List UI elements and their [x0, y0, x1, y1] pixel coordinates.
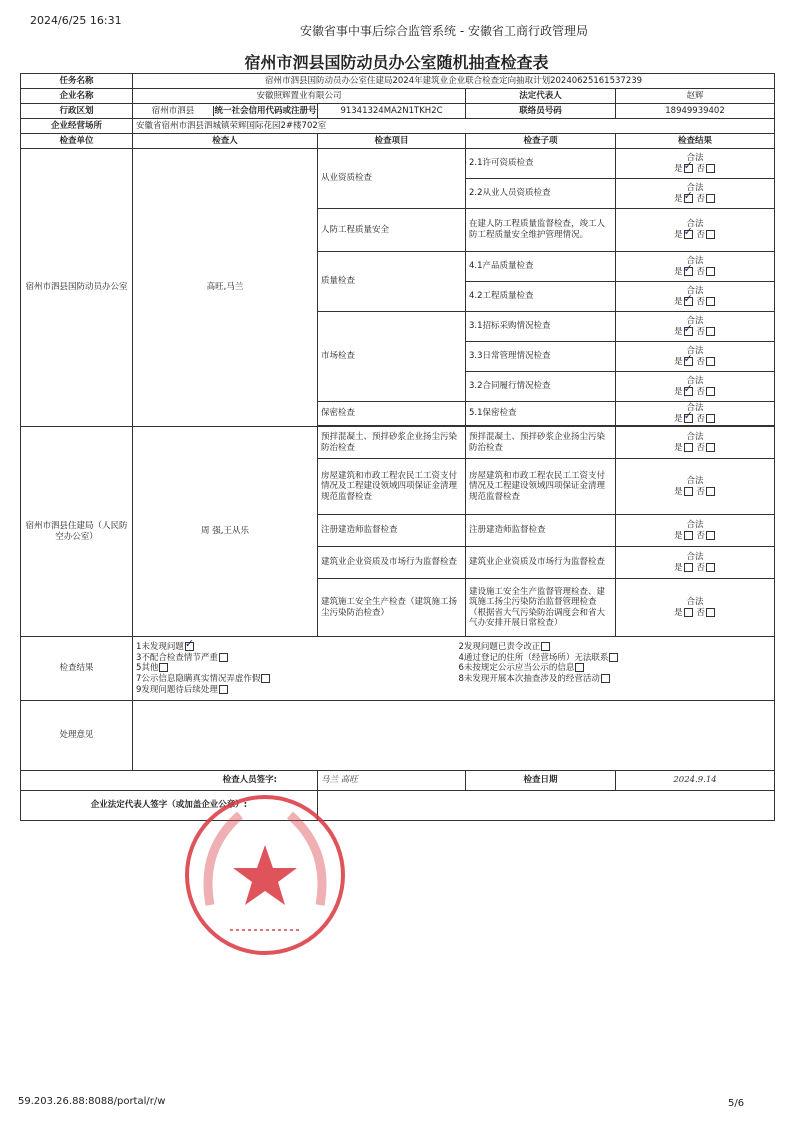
group1-subitem: 3.2合同履行情况检查 — [466, 372, 616, 402]
result-cell: 合法 是 否 — [616, 427, 775, 459]
task-value: 宿州市泗县国防动员办公室住建局2024年建筑业企业联合检查定向抽取计划20240625161537239 — [133, 74, 775, 89]
option-checkbox[interactable] — [541, 642, 550, 651]
group2-item: 注册建造师监督检查 — [318, 515, 466, 547]
yes-checkbox[interactable] — [684, 194, 693, 203]
no-checkbox[interactable] — [706, 387, 715, 396]
credit-code-value: 91341324MA2N1TKH2C — [318, 104, 466, 119]
option-checkbox[interactable] — [601, 674, 610, 683]
result-cell: 合法 是✓ 否 — [616, 312, 775, 342]
phone-value: 18949939402 — [616, 104, 775, 119]
result-cell: 合法 是✓ 否 — [616, 209, 775, 252]
result-cell: 合法 是 否 — [616, 579, 775, 637]
company-label: 企业名称 — [21, 89, 133, 104]
group2-item: 房屋建筑和市政工程农民工工资支付情况及工程建设领域四项保证金清理规范监督检查 — [318, 459, 466, 515]
result-cell: 合法 是 否 — [616, 547, 775, 579]
option-checkbox[interactable] — [261, 674, 270, 683]
option-checkbox[interactable] — [185, 642, 194, 651]
legal-rep-value: 赵辉 — [616, 89, 775, 104]
option-checkbox[interactable] — [219, 653, 228, 662]
col-inspector: 检查人 — [133, 134, 318, 149]
yes-checkbox[interactable] — [684, 414, 693, 423]
group2-subitem: 预拌混凝土、预拌砂浆企业扬尘污染防治检查 — [466, 427, 616, 459]
opinion-label: 处理意见 — [21, 701, 133, 771]
result-cell: 合法 是✓ 否 — [616, 402, 775, 426]
result-cell: 合法 是✓ 否 — [616, 179, 775, 209]
yes-checkbox[interactable] — [684, 563, 693, 572]
no-checkbox[interactable] — [706, 414, 715, 423]
group2-inspector: 周 强,王从乐 — [133, 427, 318, 637]
group2-subitem: 建设施工安全生产监督管理检查、建筑施工扬尘污染防治监督管理检查（根据省大气污染防治调度会和省大气办安排开展日常检查） — [466, 579, 616, 637]
result-cell: 合法 是✓ 否 — [616, 372, 775, 402]
group2-subitem: 房屋建筑和市政工程农民工工资支付情况及工程建设领域四项保证金清理规范监督检查 — [466, 459, 616, 515]
system-name: 安徽省事中事后综合监管系统 - 安徽省工商行政管理局 — [300, 24, 588, 38]
group2-unit: 宿州市泗县住建局（人民防空办公室） — [21, 427, 133, 637]
result-cell: 合法 是✓ 否 — [616, 149, 775, 179]
opinion-value[interactable] — [133, 701, 775, 771]
group2-item: 预拌混凝土、预拌砂浆企业扬尘污染防治检查 — [318, 427, 466, 459]
no-checkbox[interactable] — [706, 327, 715, 336]
group1-item: 人防工程质量安全 — [318, 209, 466, 252]
group1-unit: 宿州市泗县国防动员办公室 — [21, 149, 133, 427]
no-checkbox[interactable] — [706, 297, 715, 306]
group1-subitem: 4.2工程质量检查 — [466, 282, 616, 312]
page-title: 宿州市泗县国防动员办公室随机抽查检查表 — [244, 53, 549, 72]
no-checkbox[interactable] — [706, 194, 715, 203]
yes-checkbox[interactable] — [684, 230, 693, 239]
region-label: 行政区划 — [21, 104, 133, 119]
date-label: 检查日期 — [466, 771, 616, 791]
conclusion-label: 检查结果 — [21, 637, 133, 701]
date-value: 2024.9.14 — [616, 771, 775, 791]
yes-checkbox[interactable] — [684, 608, 693, 617]
yes-checkbox[interactable] — [684, 164, 693, 173]
result-cell: 合法 是 否 — [616, 515, 775, 547]
conclusion-option[interactable]: 5其他 — [136, 663, 449, 674]
legal-sign-label: 企业法定代表人签字（或加盖企业公章）: — [21, 791, 318, 821]
page-number: 5/6 — [728, 1098, 745, 1109]
option-checkbox[interactable] — [609, 653, 618, 662]
group1-subitem: 3.1招标采购情况检查 — [466, 312, 616, 342]
group1-inspector: 高旺,马兰 — [133, 149, 318, 427]
company-seal — [180, 790, 350, 960]
option-checkbox[interactable] — [219, 685, 228, 694]
group1-subitem: 4.1产品质量检查 — [466, 252, 616, 282]
conclusion-option[interactable]: 3不配合检查情节严重 — [136, 653, 449, 664]
yes-checkbox[interactable] — [684, 387, 693, 396]
result-cell: 合法 是✓ 否 — [616, 252, 775, 282]
group1-item: 质量检查 — [318, 252, 466, 312]
yes-checkbox[interactable] — [684, 297, 693, 306]
group2-item: 建筑施工安全生产检查（建筑施工扬尘污染防治检查） — [318, 579, 466, 637]
no-checkbox[interactable] — [706, 487, 715, 496]
inspector-signature: 马兰 高旺 — [318, 771, 466, 791]
conclusion-option[interactable]: 1未发现问题✓ — [136, 642, 449, 653]
no-checkbox[interactable] — [706, 357, 715, 366]
group1-subitem: 3.3日常管理情况检查 — [466, 342, 616, 372]
yes-checkbox[interactable] — [684, 443, 693, 452]
option-checkbox[interactable] — [159, 663, 168, 672]
no-checkbox[interactable] — [706, 267, 715, 276]
address-value: 安徽省宿州市泗县泗城镇荣辉国际花园2#楼702室 — [133, 119, 775, 134]
legal-sign-area[interactable] — [318, 791, 775, 821]
phone-label: 联络员号码 — [466, 104, 616, 119]
conclusion-option[interactable]: 8未发现开展本次抽查涉及的经营活动 — [459, 674, 772, 685]
no-checkbox[interactable] — [706, 443, 715, 452]
col-unit: 检查单位 — [21, 134, 133, 149]
yes-checkbox[interactable] — [684, 487, 693, 496]
no-checkbox[interactable] — [706, 563, 715, 572]
print-datetime: 2024/6/25 16:31 — [30, 14, 122, 27]
company-value: 安徽照辉置业有限公司 — [133, 89, 466, 104]
no-checkbox[interactable] — [706, 531, 715, 540]
conclusion-option[interactable]: 9发现问题待后续处理 — [136, 685, 449, 696]
no-checkbox[interactable] — [706, 230, 715, 239]
group1-item: 保密检查 — [318, 402, 466, 426]
result-cell: 合法 是 否 — [616, 459, 775, 515]
address-label: 企业经营场所 — [21, 119, 133, 134]
legal-rep-label: 法定代表人 — [466, 89, 616, 104]
conclusion-option[interactable]: 2发现问题已责令改正 — [459, 642, 772, 653]
result-cell: 合法 是✓ 否 — [616, 342, 775, 372]
conclusion-option[interactable]: 7公示信息隐瞒真实情况弄虚作假 — [136, 674, 449, 685]
group1-subitem: 2.1许可资质检查 — [466, 149, 616, 179]
no-checkbox[interactable] — [706, 164, 715, 173]
region-value: 宿州市泗县 — [133, 106, 214, 117]
group1-item: 市场检查 — [318, 312, 466, 402]
group2-subitem: 注册建造师监督检查 — [466, 515, 616, 547]
option-checkbox[interactable] — [575, 663, 584, 672]
group1-subitem: 在建人防工程质量监督检查，竣工人防工程质量安全维护管理情况。 — [466, 209, 616, 252]
task-label: 任务名称 — [21, 74, 133, 89]
yes-checkbox[interactable] — [684, 327, 693, 336]
result-cell: 合法 是✓ 否 — [616, 282, 775, 312]
conclusion-options — [133, 637, 775, 701]
group1-subitem: 5.1保密检查 — [466, 402, 616, 426]
col-item: 检查项目 — [318, 134, 466, 149]
yes-checkbox[interactable] — [684, 267, 693, 276]
no-checkbox[interactable] — [706, 608, 715, 617]
conclusion-option[interactable]: 4通过登记的住所（经营场所）无法联系 — [459, 653, 772, 664]
group1-subitem: 2.2从业人员资质检查 — [466, 179, 616, 209]
inspector-sign-label: 检查人员签字: — [21, 771, 318, 791]
yes-checkbox[interactable] — [684, 357, 693, 366]
group2-subitem: 建筑业企业资质及市场行为监督检查 — [466, 547, 616, 579]
conclusion-option[interactable]: 6未按规定公示应当公示的信息 — [459, 663, 772, 674]
group1-item: 从业资质检查 — [318, 149, 466, 209]
col-subitem: 检查子项 — [466, 134, 616, 149]
group2-item: 建筑业企业资质及市场行为监督检查 — [318, 547, 466, 579]
footer-url: 59.203.26.88:8088/portal/r/w — [18, 1096, 166, 1107]
yes-checkbox[interactable] — [684, 531, 693, 540]
inspection-table — [20, 73, 775, 821]
col-result: 检查结果 — [616, 134, 775, 149]
credit-code-label: 统一社会信用代码或注册号 — [214, 105, 317, 116]
